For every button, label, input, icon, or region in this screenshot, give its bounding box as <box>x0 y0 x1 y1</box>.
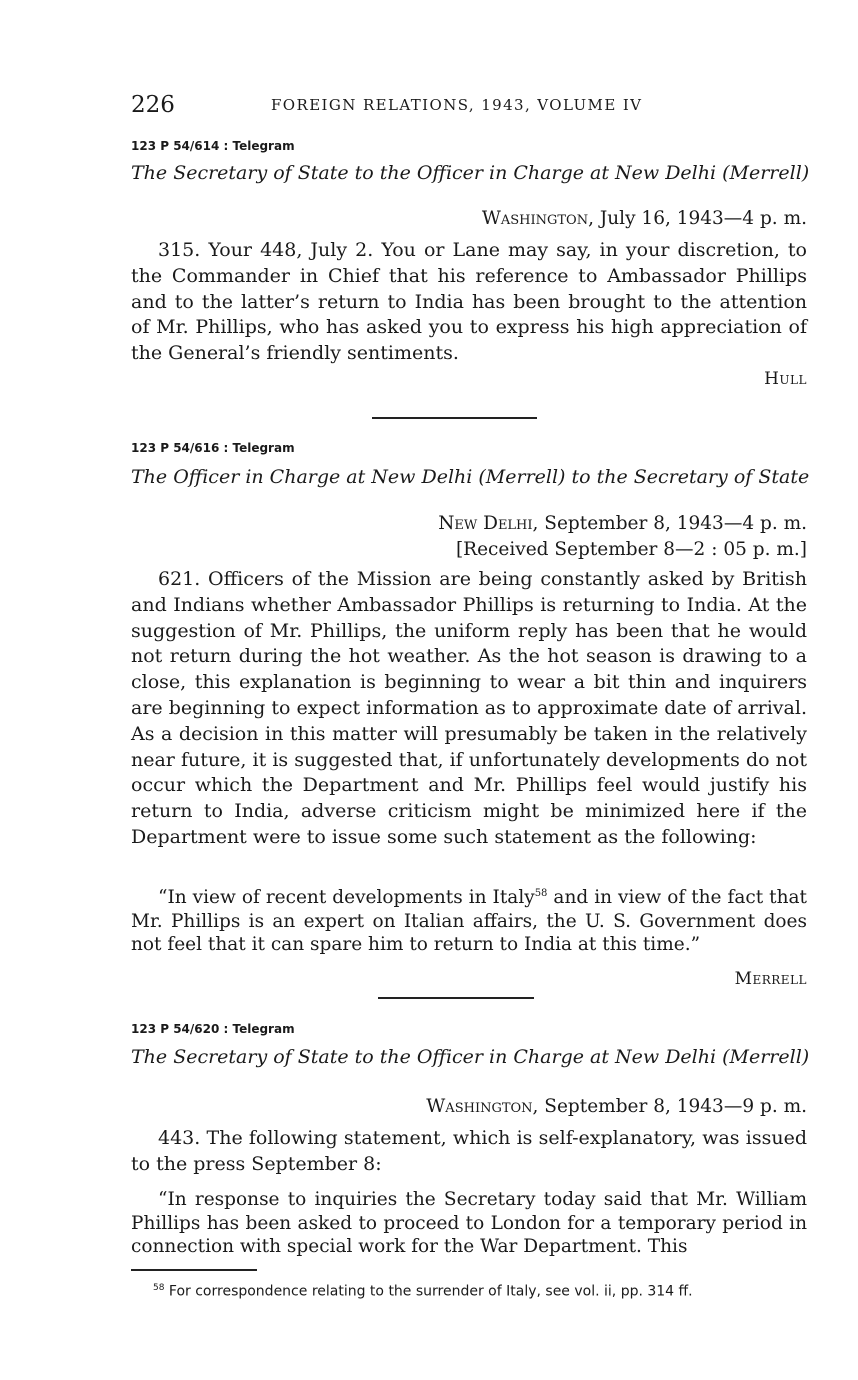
running-title: FOREIGN RELATIONS, 1943, VOLUME IV <box>271 96 643 114</box>
dateline <box>426 1096 807 1117</box>
footnote <box>153 1283 693 1300</box>
page-number: 226 <box>131 92 175 118</box>
document-title: The Secretary of State to the Officer in Charge at New Delhi (Merrell) <box>131 1046 810 1068</box>
section-separator <box>378 997 534 999</box>
footnote-rule <box>131 1269 257 1271</box>
signature: Hull <box>764 369 807 389</box>
received-line: [Received September 8—2 : 05 p. m.] <box>455 539 807 560</box>
footnote-reference: 58 <box>534 887 548 899</box>
telegram-body: 621. Officers of the Mission are being constantly asked by British and Indians whether Ambassador Phillips is returning to India. At the suggestion of Mr. Phillips, the uniform reply has been that he would not return during the hot weather. As the hot season is drawing to a close, this explanation is beginning to wear a bit thin and inquirers are beginning to expect information as to approximate date of arrival. As a decision in this matter will presumably be taken in the relatively near future, it is suggested that, if unfortunately developments do not occur which the Department and Mr. Phillips feel would justify his return to India, adverse criticism might be minimized here if the Department were to issue some such statement as the following: <box>131 568 807 848</box>
dateline-date: July 16, 1943—4 p. m. <box>593 208 807 229</box>
dateline-place: New Delhi, <box>438 513 539 534</box>
document-reference: 123 P 54/616 : Telegram <box>131 441 295 455</box>
dateline <box>482 208 807 229</box>
footnote-number: 58 <box>153 1283 165 1293</box>
quoted-statement <box>131 886 807 957</box>
dateline-date: September 8, 1943—4 p. m. <box>538 513 807 534</box>
quoted-statement: “In response to inquiries the Secretary today said that Mr. William Phillips has been asked to proceed to London for a temporary period in connection with special work for the War Department. This <box>131 1189 807 1257</box>
document-reference: 123 P 54/620 : Telegram <box>131 1022 295 1036</box>
document-title: The Officer in Charge at New Delhi (Merrell) to the Secretary of State <box>131 466 810 488</box>
dateline <box>438 513 807 534</box>
telegram-body: 315. Your 448, July 2. You or Lane may say, in your discretion, to the Commander in Chief that his reference to Ambassador Phillips and to the latter’s return to India has been brought to the attention of Mr. Phillips, who has asked you to express his high appreciation of the General’s friendly sentiments. <box>131 239 807 365</box>
dateline-place: Washington, <box>481 208 594 229</box>
quote-text-part2: and in view of the fact that Mr. Phillips is an expert on Italian affairs, the U. S. Government does not feel that it can spare him to return to India at this time.” <box>131 887 807 955</box>
document-title: The Secretary of State to the Officer in Charge at New Delhi (Merrell) <box>131 162 810 184</box>
dateline-date: September 8, 1943—9 p. m. <box>538 1096 807 1117</box>
dateline-place: Washington, <box>426 1096 539 1117</box>
section-separator <box>372 417 537 419</box>
document-reference: 123 P 54/614 : Telegram <box>131 139 295 153</box>
quote-text-part1: “In view of recent developments in Italy <box>158 887 535 908</box>
signature: Merrell <box>734 969 807 989</box>
telegram-body: 443. The following statement, which is self-explanatory, was issued to the press September 8: <box>131 1127 807 1175</box>
running-head <box>131 92 807 122</box>
footnote-text: For correspondence relating to the surrender of Italy, see vol. ii, pp. 314 ff. <box>164 1283 693 1300</box>
